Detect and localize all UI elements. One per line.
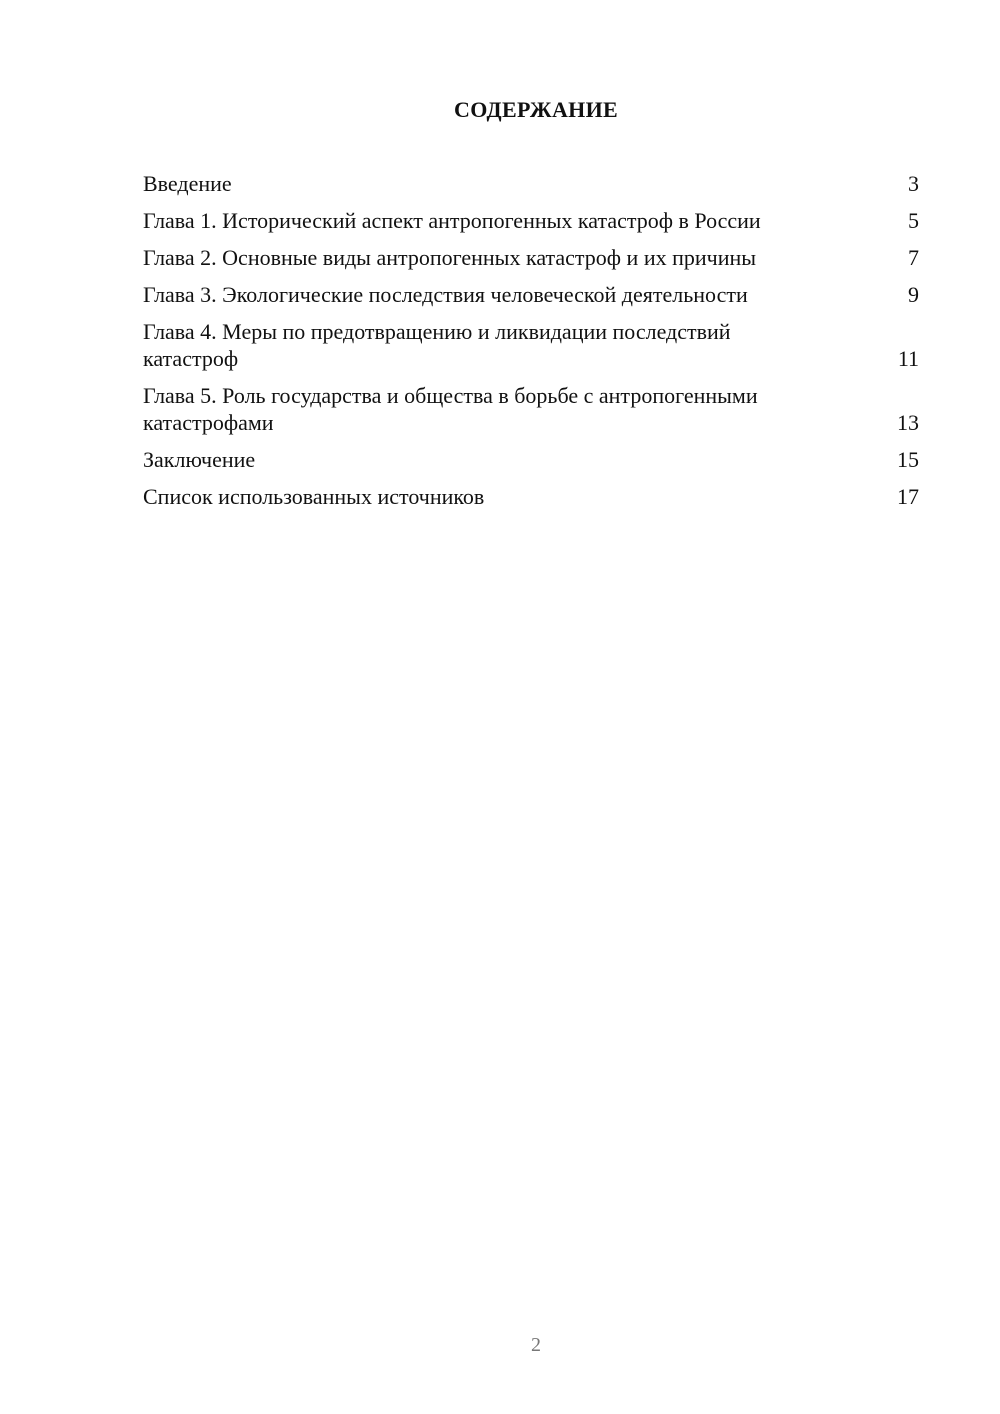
toc-entry-label: Глава 1. Исторический аспект антропогенных катастроф в России (143, 208, 761, 233)
toc-entry-label: Список использованных источников (143, 484, 485, 509)
toc-entry-page-number: 5 (908, 208, 919, 233)
toc-entry-page-number: 17 (897, 484, 919, 509)
page-number: 2 (531, 1334, 541, 1356)
toc-entry-chapter-1[interactable] (143, 207, 919, 234)
toc-entry-chapter-2[interactable] (143, 244, 919, 271)
toc-entry-label: Глава 3. Экологические последствия человеческой деятельности (143, 282, 748, 307)
toc-entry-page-number: 13 (897, 410, 919, 435)
toc-entry-label: Глава 4. Меры по предотвращению и ликвидации последствий катастроф (143, 319, 731, 371)
toc-entry-chapter-4[interactable] (143, 318, 919, 372)
toc-entry-label: Введение (143, 171, 232, 196)
toc-entry-conclusion[interactable] (143, 446, 919, 473)
toc-title: СОДЕРЖАНИЕ (454, 97, 618, 122)
toc-entry-page-number: 7 (908, 245, 919, 270)
toc-entry-references[interactable] (143, 483, 919, 510)
toc-entry-page-number: 11 (897, 346, 919, 371)
table-of-contents (143, 170, 919, 520)
toc-entry-label: Заключение (143, 447, 256, 472)
toc-entry-page-number: 9 (908, 282, 919, 307)
toc-entry-page-number: 3 (908, 171, 919, 196)
toc-entry-chapter-3[interactable] (143, 281, 919, 308)
toc-entry-label: Глава 2. Основные виды антропогенных катастроф и их причины (143, 245, 757, 270)
toc-entry-page-number: 15 (897, 447, 919, 472)
toc-entry-chapter-5[interactable] (143, 382, 919, 436)
toc-entry-introduction[interactable] (143, 170, 919, 197)
toc-entry-label: Глава 5. Роль государства и общества в борьбе с антропогенными катастрофами (143, 383, 758, 435)
